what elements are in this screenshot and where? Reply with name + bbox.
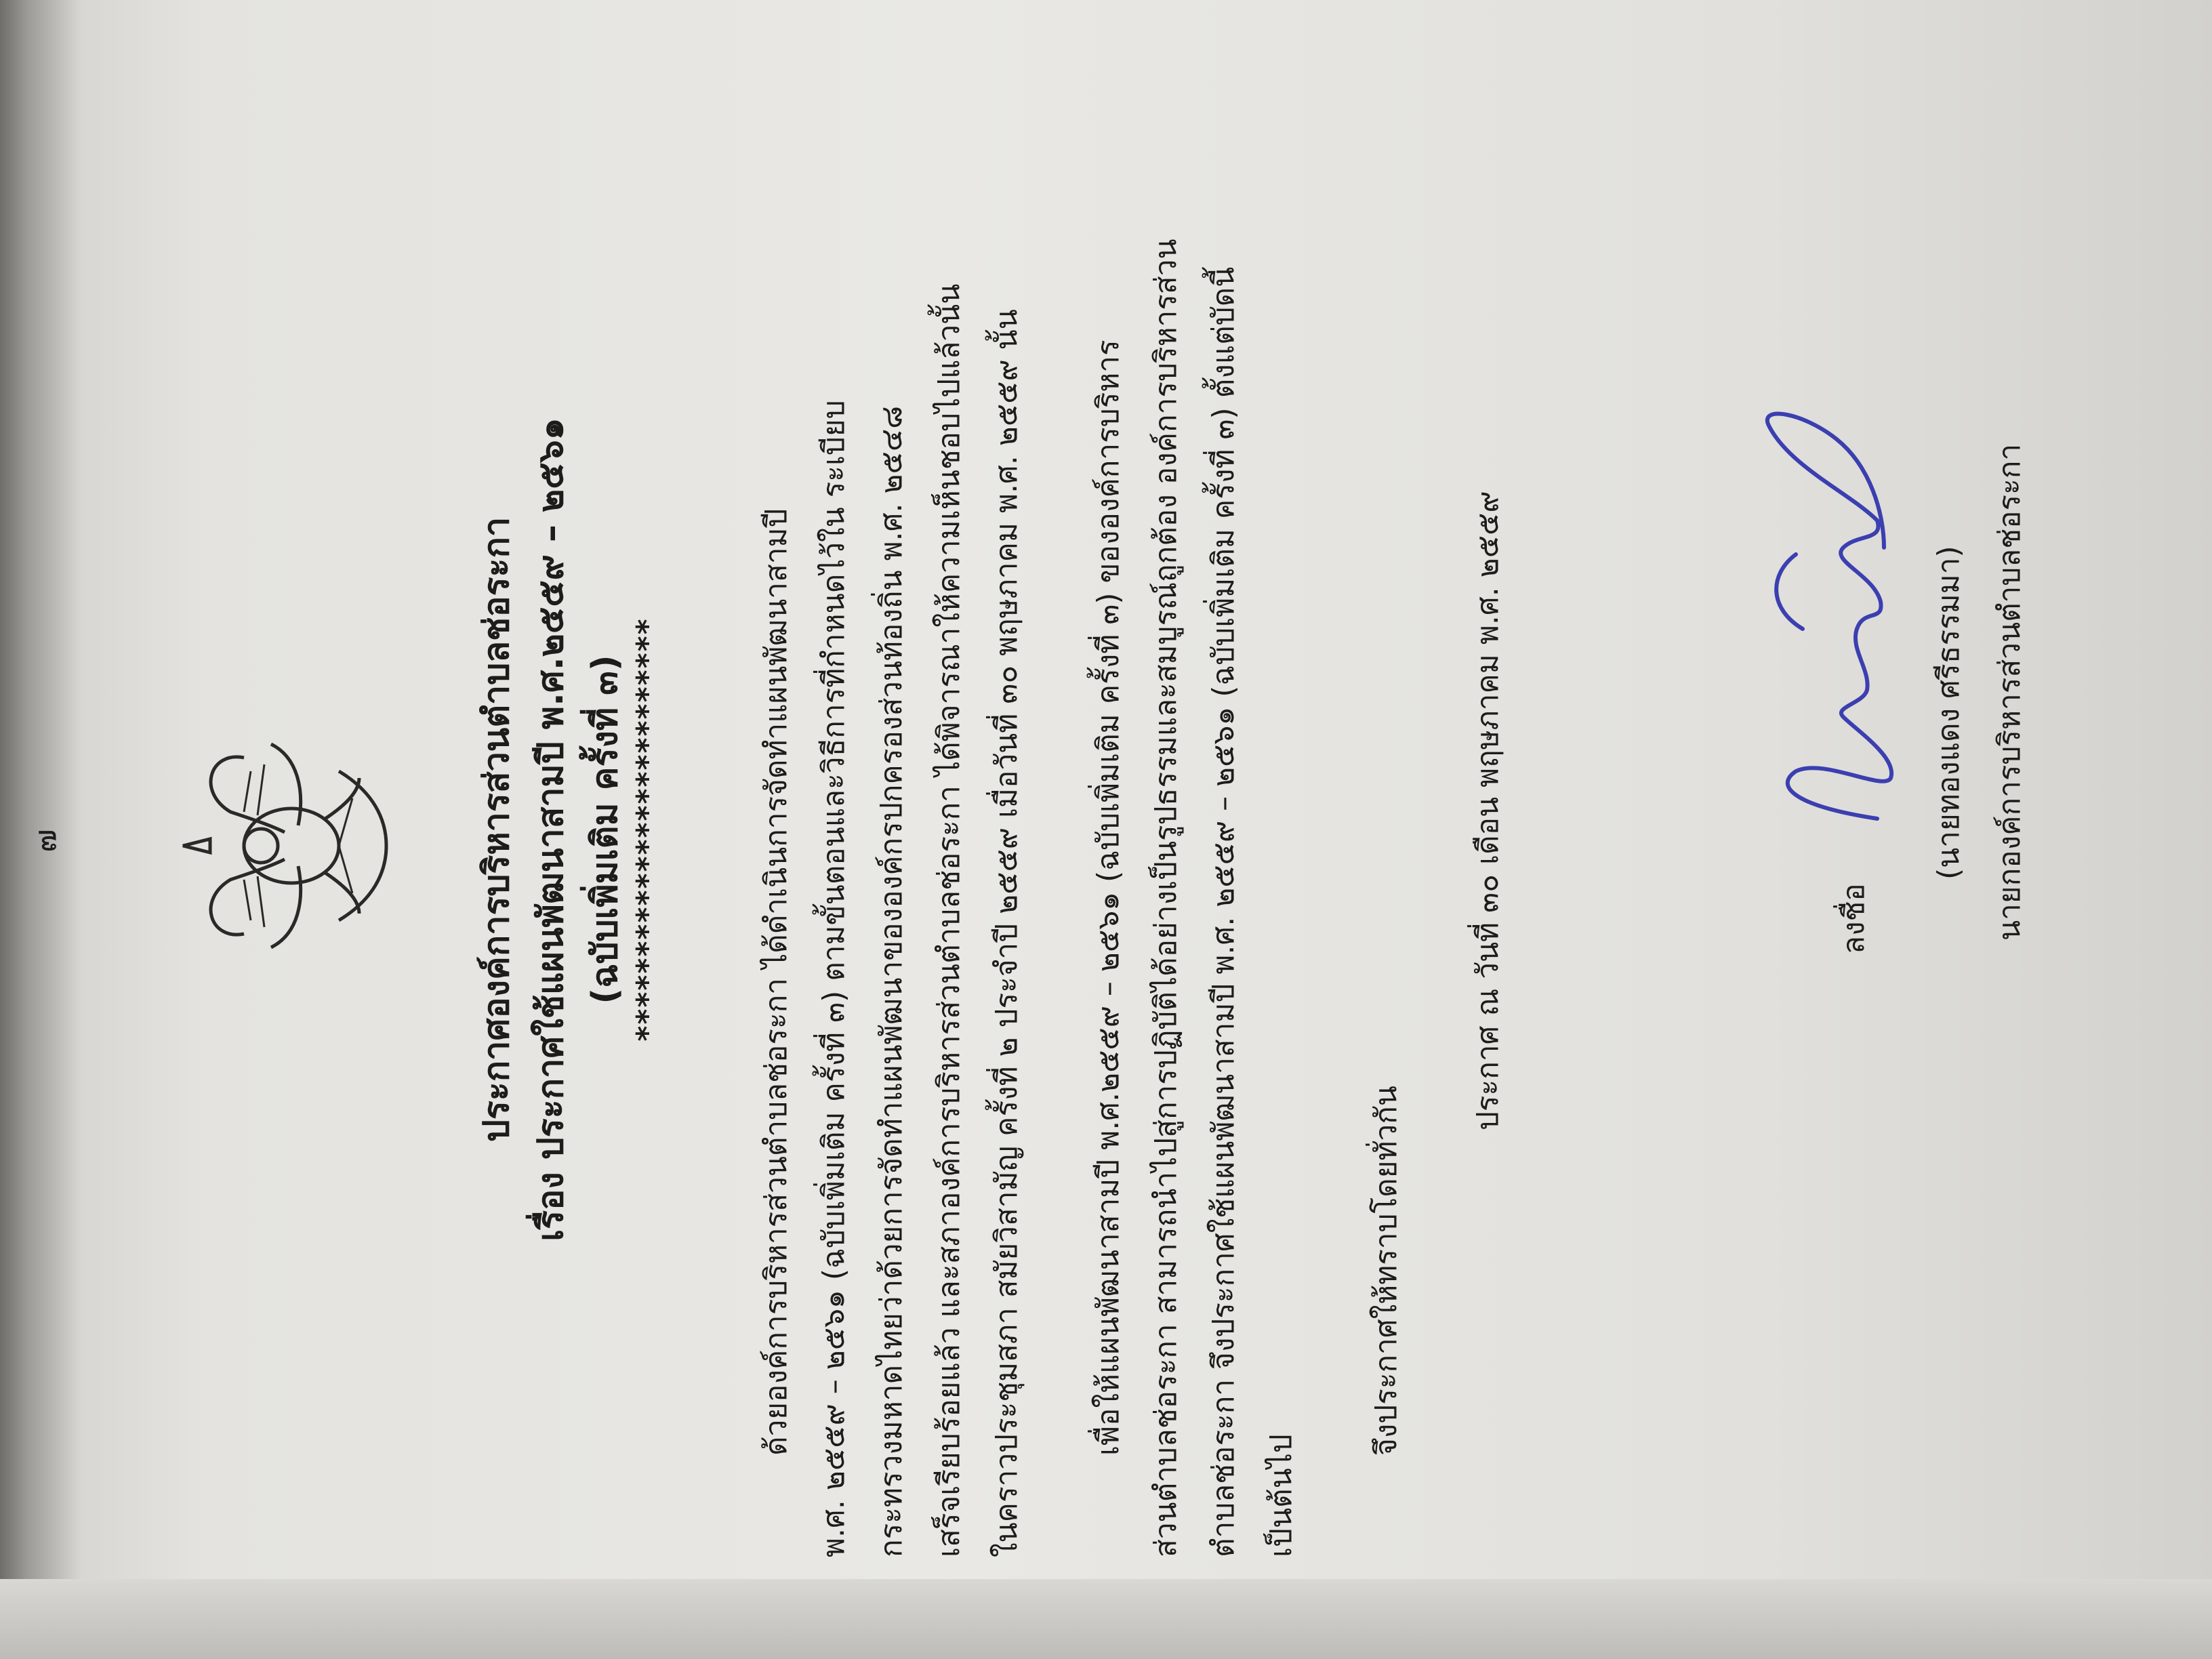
handwritten-signature-icon <box>1748 398 1918 832</box>
paragraph2-line: เพื่อให้แผนพัฒนาสามปี พ.ศ.๒๕๕๙ – ๒๕๖๑ (ฉบับเพิ่มเติม ครั้งที่ ๓) ขององค์การบริหาร <box>1091 340 1126 1456</box>
paragraph2-line: ส่วนตำบลช่อระกา สามารถนำไปสู่การปฏิบัติได้อย่างเป็นรูปธรรมและสมบูรณ์ถูกต้อง องค์การบริหารส่วน <box>1149 239 1183 1557</box>
paragraph2-line: เป็นต้นไป <box>1264 1434 1298 1557</box>
sign-label: ลงชื่อ <box>1837 883 1871 954</box>
paragraph1-line: เสร็จเรียบร้อยแล้ว และสภาองค์การบริหารส่วนตำบลช่อระกา ได้พิจารณาให้ความเห็นชอบไปแล้วนั้น <box>932 283 966 1557</box>
signatory-position: นายกองค์การบริหารส่วนตำบลช่อระกา <box>1992 443 2027 941</box>
header-edition: (ฉบับเพิ่มเติม ครั้งที่ ๓) <box>585 655 626 1004</box>
garuda-emblem-icon <box>169 731 400 961</box>
header-separator: ************************* <box>630 617 665 1042</box>
closing-statement: จึงประกาศให้ทราบโดยทั่วกัน <box>1369 1086 1404 1456</box>
paragraph1-line: ในคราวประชุมสภา สมัยวิสามัญ ครั้งที่ ๒ ประจำปี ๒๕๕๙ เมื่อวันที่ ๓๐ พฤษภาคม พ.ศ. ๒๕๕๙ นั้น <box>989 309 1024 1557</box>
signatory-name: (นายทองแดง ศรีธรรมมา) <box>1931 546 1966 880</box>
paragraph1-line: พ.ศ. ๒๕๕๙ – ๒๕๖๑ (ฉบับเพิ่มเติม ครั้งที่ ๓) ตามขั้นตอนและวิธีการที่กำหนดไว้ใน ระเบียบ <box>817 400 851 1557</box>
page-number: ๗ <box>26 829 63 853</box>
paragraph2-line: ตำบลช่อระกา จึงประกาศใช้แผนพัฒนาสามปี พ.ศ. ๒๕๕๙ – ๒๕๖๑ (ฉบับเพิ่มเติม ครั้งที่ ๓) ตั้งแต่บัดนี้ <box>1206 266 1241 1557</box>
header-subject: เรื่อง ประกาศใช้แผนพัฒนาสามปี พ.ศ.๒๕๕๙ – ๒๕๖๑ <box>531 417 571 1242</box>
paragraph1-line: ด้วยองค์การบริหารส่วนตำบลช่อระกา ได้ดำเนินการจัดทำแผนพัฒนาสามปี <box>759 508 794 1456</box>
paragraph1-line: กระทรวงมหาดไทยว่าด้วยการจัดทำแผนพัฒนาขององค์กรปกครองส่วนท้องถิ่น พ.ศ. ๒๕๔๘ <box>874 405 909 1557</box>
header-title: ประกาศองค์การบริหารส่วนตำบลช่อระกา <box>476 516 517 1143</box>
announced-date: ประกาศ ณ วันที่ ๓๐ เดือน พฤษภาคม พ.ศ. ๒๕๕๙ <box>1471 491 1505 1130</box>
